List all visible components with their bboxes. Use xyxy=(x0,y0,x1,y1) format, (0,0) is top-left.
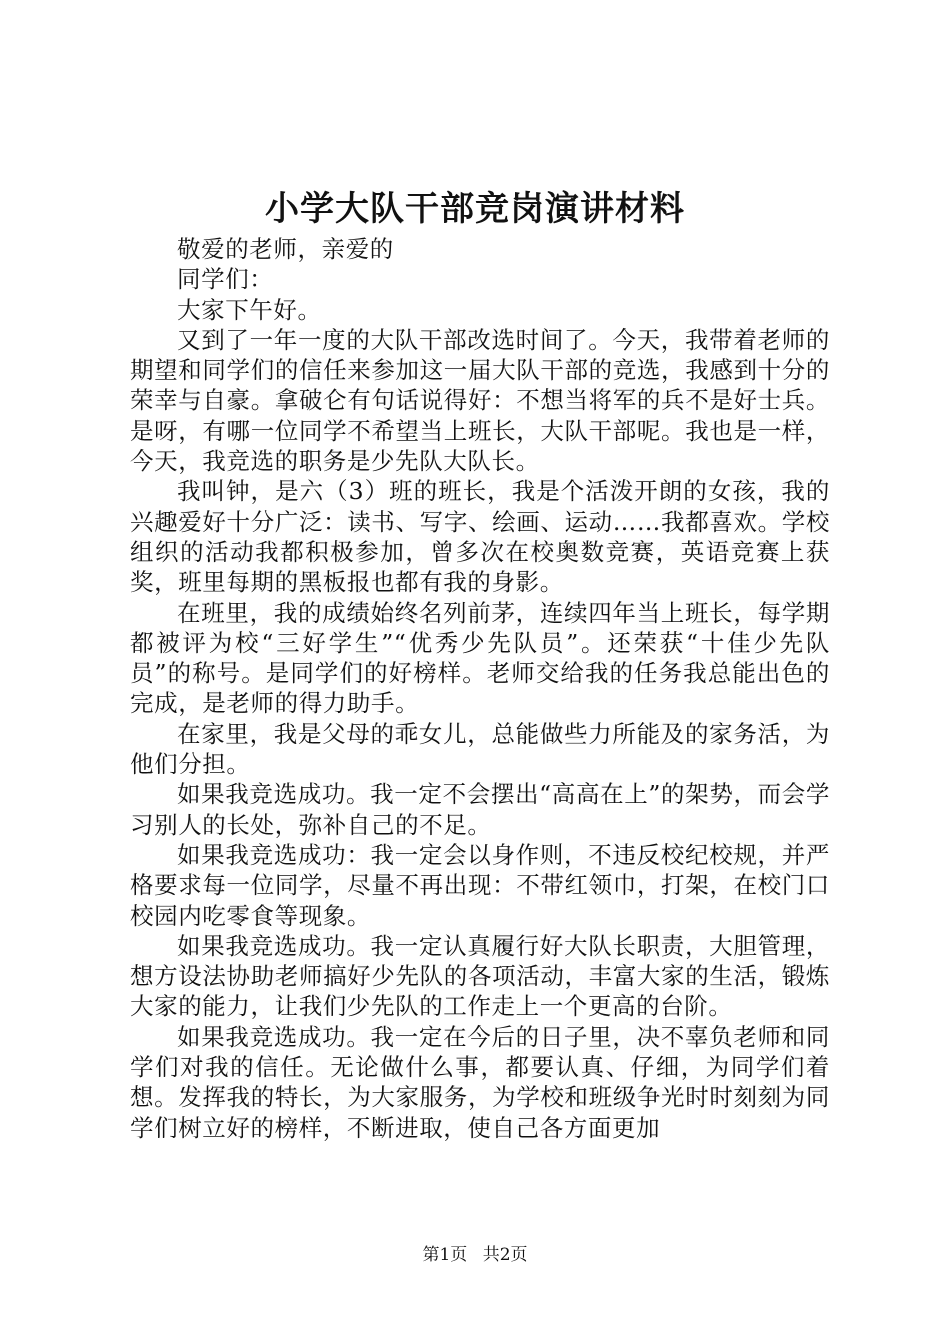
page-total: 共2页 xyxy=(482,1245,528,1265)
document-body xyxy=(130,234,830,1143)
body-paragraph: 在班里，我的成绩始终名列前茅，连续四年当上班长，每学期都被评为校“三好学生”“优秀少先队员”。还荣获“十佳少先队员”的称号。是同学们的好榜样。老师交给我的任务我总能出色的完成，是老师的得力助手。 xyxy=(130,598,830,718)
body-paragraph: 如果我竞选成功。我一定不会摆出“高高在上”的架势，而会学习别人的长处，弥补自己的不足。 xyxy=(130,780,830,839)
body-paragraph: 又到了一年一度的大队干部改选时间了。今天，我带着老师的期望和同学们的信任来参加这一届大队干部的竞选，我感到十分的荣幸与自豪。拿破仑有句话说得好：不想当将军的兵不是好士兵。是呀，有哪一位同学不希望当上班长，大队干部呢。我也是一样，今天，我竞选的职务是少先队大队长。 xyxy=(130,325,830,476)
salutation-line: 同学们： xyxy=(177,265,274,294)
page-footer xyxy=(0,1243,950,1267)
body-paragraph: 如果我竞选成功。我一定在今后的日子里，决不辜负老师和同学们对我的信任。无论做什么事，都要认真、仔细，为同学们着想。发挥我的特长，为大家服务，为学校和班级争光时时刻刻为同学们树立好的榜样，不断进取，使自己各方面更加 xyxy=(130,1022,830,1142)
document-title: 小学大队干部竞岗演讲材料 xyxy=(265,189,685,229)
greeting-line: 大家下午好。 xyxy=(177,295,322,324)
salutation-line: 敬爱的老师，亲爱的 xyxy=(177,235,394,263)
body-paragraph: 如果我竞选成功。我一定认真履行好大队长职责，大胆管理，想方设法协助老师搞好少先队的各项活动，丰富大家的生活，锻炼大家的能力，让我们少先队的工作走上一个更高的台阶。 xyxy=(130,931,830,1021)
body-paragraph: 我叫钟，是六（3）班的班长，我是个活泼开朗的女孩，我的兴趣爱好十分广泛：读书、写字、绘画、运动……我都喜欢。学校组织的活动我都积极参加，曾多次在校奥数竞赛，英语竞赛上获奖，班里每期的黑板报也都有我的身影。 xyxy=(130,477,830,597)
page-number: 第1页 xyxy=(422,1245,468,1265)
body-paragraph: 在家里，我是父母的乖女儿，总能做些力所能及的家务活，为他们分担。 xyxy=(130,719,830,779)
body-paragraph: 如果我竞选成功：我一定会以身作则，不违反校纪校规，并严格要求每一位同学，尽量不再出现：不带红领巾，打架，在校门口校园内吃零食等现象。 xyxy=(130,840,830,930)
